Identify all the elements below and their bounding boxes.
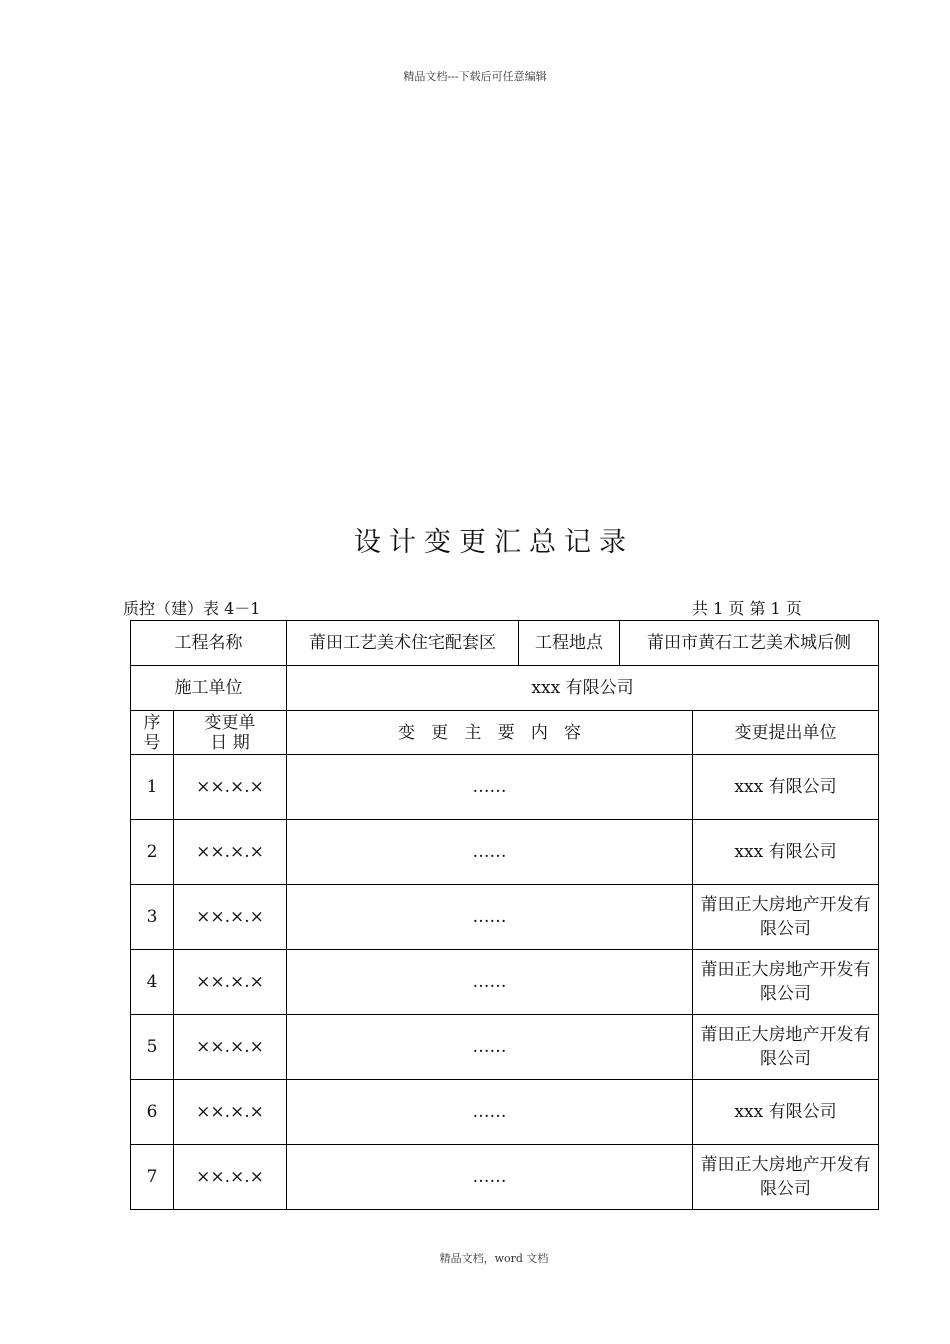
row-date: ××.×.×	[174, 950, 287, 1015]
row-unit: 莆田正大房地产开发有限公司	[693, 885, 879, 950]
row-date: ××.×.×	[174, 885, 287, 950]
date-header	[174, 711, 287, 755]
page-count: 共 1 页 第 1 页	[692, 599, 802, 618]
row-content: ……	[287, 1015, 693, 1080]
table-row	[131, 1015, 879, 1080]
row-content: ……	[287, 1080, 693, 1145]
header-note: 精品文档---下载后可任意编辑	[403, 70, 547, 83]
column-header-row	[131, 711, 879, 755]
row-unit: 莆田正大房地产开发有限公司	[693, 950, 879, 1015]
row-date: ××.×.×	[174, 755, 287, 820]
row-unit: 莆田正大房地产开发有限公司	[693, 1015, 879, 1080]
row-seq: 7	[131, 1145, 174, 1210]
row-seq: 2	[131, 820, 174, 885]
row-content: ……	[287, 950, 693, 1015]
project-location-value: 莆田市黄石工艺美术城后侧	[620, 621, 879, 666]
date-header-line2: 日 期	[210, 732, 250, 753]
table-row	[131, 820, 879, 885]
table-row	[131, 1080, 879, 1145]
row-date: ××.×.×	[174, 1015, 287, 1080]
row-seq: 6	[131, 1080, 174, 1145]
row-date: ××.×.×	[174, 820, 287, 885]
project-info-row	[131, 621, 879, 666]
table-row	[131, 885, 879, 950]
row-content: ……	[287, 1145, 693, 1210]
table-row	[131, 755, 879, 820]
unit-header: 变更提出单位	[693, 711, 879, 755]
row-unit: xxx 有限公司	[693, 755, 879, 820]
footer-note: 精品文档，word 文档	[439, 1252, 549, 1265]
row-unit: xxx 有限公司	[693, 1080, 879, 1145]
row-content: ……	[287, 820, 693, 885]
content-header: 变 更 主 要 内 容	[287, 711, 693, 755]
project-location-label: 工程地点	[519, 621, 620, 666]
date-header-line1: 变更单	[204, 712, 256, 733]
seq-header	[131, 711, 174, 755]
row-seq: 3	[131, 885, 174, 950]
design-change-summary-table	[130, 620, 879, 1210]
row-unit: xxx 有限公司	[693, 820, 879, 885]
table-row	[131, 950, 879, 1015]
contractor-label: 施工单位	[131, 666, 287, 711]
row-content: ……	[287, 755, 693, 820]
document-title: 设计变更汇总记录	[354, 527, 634, 558]
row-unit: 莆田正大房地产开发有限公司	[693, 1145, 879, 1210]
table-row	[131, 1145, 879, 1210]
seq-header-line2: 号	[143, 732, 161, 753]
form-code: 质控（建）表 4－1	[123, 599, 261, 618]
row-date: ××.×.×	[174, 1080, 287, 1145]
row-date: ××.×.×	[174, 1145, 287, 1210]
row-seq: 1	[131, 755, 174, 820]
project-name-value: 莆田工艺美术住宅配套区	[287, 621, 519, 666]
row-content: ……	[287, 885, 693, 950]
row-seq: 4	[131, 950, 174, 1015]
contractor-value: xxx 有限公司	[287, 666, 879, 711]
row-seq: 5	[131, 1015, 174, 1080]
contractor-row	[131, 666, 879, 711]
seq-header-line1: 序	[143, 712, 161, 733]
project-name-label: 工程名称	[131, 621, 287, 666]
